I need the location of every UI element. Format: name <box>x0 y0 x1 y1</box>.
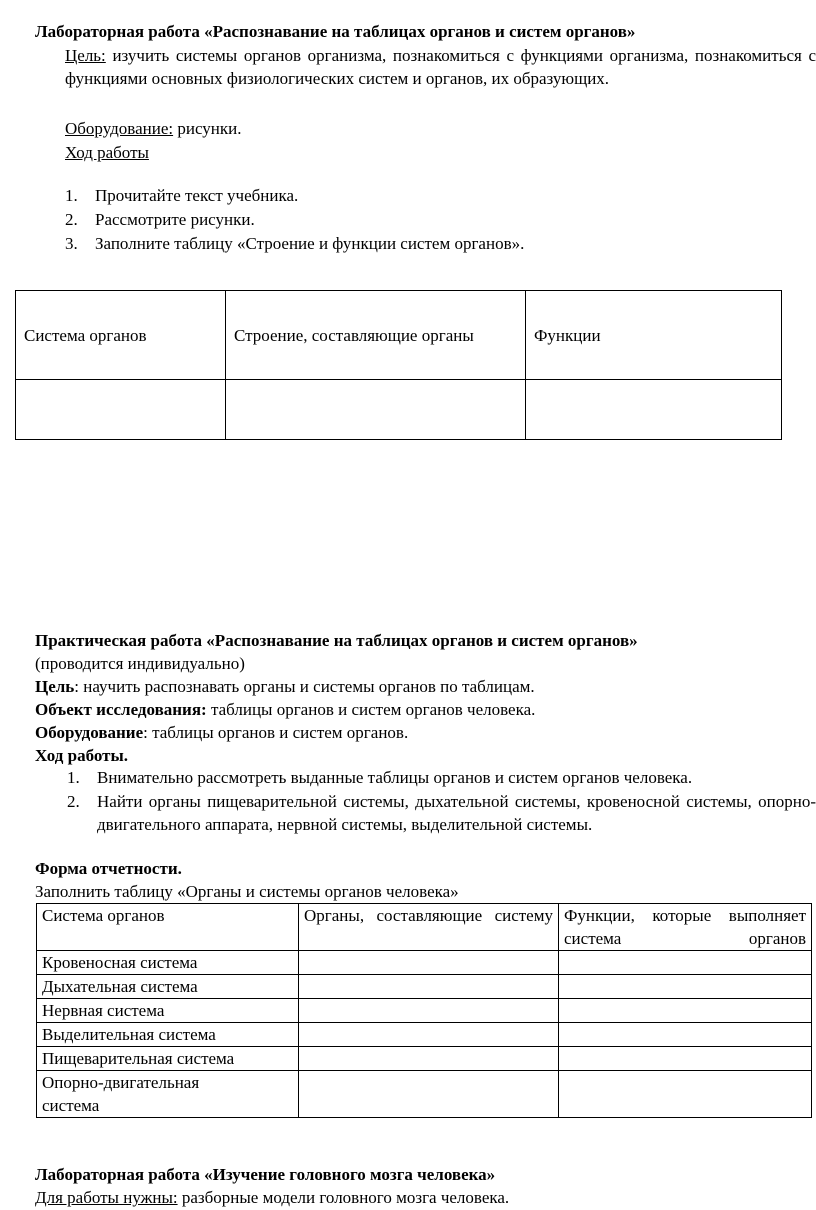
practical-equipment-label: Оборудование <box>35 723 144 742</box>
table-cell: Дыхательная система <box>37 975 299 999</box>
table-cell-empty <box>559 999 812 1023</box>
practical-report-heading: Форма отчетности. <box>35 859 182 878</box>
table-header-cell: Органы, составляющие систему <box>299 904 559 951</box>
lab1-table <box>15 290 782 440</box>
table-row <box>16 380 782 440</box>
lab1-equipment-text: рисунки. <box>177 119 242 138</box>
practical-goal <box>35 675 535 698</box>
lab2-needs-text: разборные модели головного мозга человека. <box>177 1188 510 1207</box>
lab2-needs-label: Для работы нужны: <box>35 1188 178 1207</box>
practical-object-text: таблицы органов и систем органов человека. <box>206 700 536 719</box>
practical-equipment <box>35 721 408 744</box>
table-cell: Нервная система <box>37 999 299 1023</box>
table-row <box>37 1047 812 1071</box>
practical-note: (проводится индивидуально) <box>35 654 245 673</box>
table-cell-empty <box>299 975 559 999</box>
lab1-goal <box>65 44 816 90</box>
list-item: 3. Заполните таблицу «Строение и функции систем органов». <box>65 234 525 253</box>
list-item: 2. Рассмотрите рисунки. <box>65 210 255 229</box>
table-header-cell: Система органов <box>16 291 226 380</box>
table-cell-empty <box>559 1071 812 1118</box>
table-cell-empty <box>226 380 526 440</box>
practical-report-text: Заполнить таблицу «Органы и системы органов человека» <box>35 882 459 901</box>
practical-procedure-heading: Ход работы. <box>35 746 128 765</box>
table-header-row <box>37 904 812 951</box>
practical-table <box>36 903 812 1118</box>
practical-title: Практическая работа «Распознавание на таблицах органов и систем органов» <box>35 631 638 650</box>
table-cell: Пищеварительная система <box>37 1047 299 1071</box>
lab1-goal-label: Цель: <box>65 46 106 65</box>
lab1-title: Лабораторная работа «Распознавание на таблицах органов и систем органов» <box>35 22 636 41</box>
practical-equipment-text: : таблицы органов и систем органов. <box>143 723 409 742</box>
table-row <box>37 975 812 999</box>
table-header-cell: Функции, которые выполняет система органов <box>559 904 812 951</box>
list-item: 1. Внимательно рассмотреть выданные таблицы органов и систем органов человека. <box>67 768 693 787</box>
table-cell-empty <box>299 999 559 1023</box>
table-header-row <box>16 291 782 380</box>
table-row <box>37 1071 812 1118</box>
table-cell: Опорно-двигательная система <box>37 1071 299 1118</box>
table-cell-empty <box>299 1071 559 1118</box>
practical-goal-label: Цель <box>35 677 75 696</box>
table-cell: Кровеносная система <box>37 951 299 975</box>
table-cell-empty <box>559 975 812 999</box>
practical-steps <box>67 766 816 836</box>
table-header-cell: Система органов <box>37 904 299 951</box>
lab1-procedure-heading: Ход работы <box>65 143 149 162</box>
lab2-title: Лабораторная работа «Изучение головного мозга человека» <box>35 1165 496 1184</box>
list-item: 2. Найти органы пищеварительной системы, дыхательной системы, кровеносной системы, опорно-двигательного аппарата, нервной системы, выделительной системы. <box>67 792 816 834</box>
table-header-cell: Строение, составляющие органы <box>226 291 526 380</box>
table-cell-empty <box>299 1047 559 1071</box>
table-row <box>37 999 812 1023</box>
table-cell-empty <box>299 951 559 975</box>
table-cell-empty <box>559 951 812 975</box>
lab1-equipment <box>65 117 241 140</box>
lab1-steps <box>65 184 795 256</box>
practical-object-label: Объект исследования: <box>35 700 207 719</box>
lab2-needs <box>35 1186 509 1209</box>
table-cell-empty <box>559 1047 812 1071</box>
table-cell: Выделительная система <box>37 1023 299 1047</box>
list-item: 1. Прочитайте текст учебника. <box>65 186 299 205</box>
table-cell-empty <box>559 1023 812 1047</box>
table-row <box>37 1023 812 1047</box>
table-cell-empty <box>16 380 226 440</box>
table-row <box>37 951 812 975</box>
lab1-goal-text: изучить системы органов организма, познакомиться с функциями организма, познакомиться с функциями основных физиологических систем и органов, их образующих. <box>65 46 816 88</box>
practical-goal-text: : научить распознавать органы и системы органов по таблицам. <box>74 677 535 696</box>
table-cell-empty <box>299 1023 559 1047</box>
table-header-cell: Функции <box>526 291 782 380</box>
lab1-equipment-label: Оборудование: <box>65 119 174 138</box>
practical-object <box>35 698 535 721</box>
table-cell-empty <box>526 380 782 440</box>
